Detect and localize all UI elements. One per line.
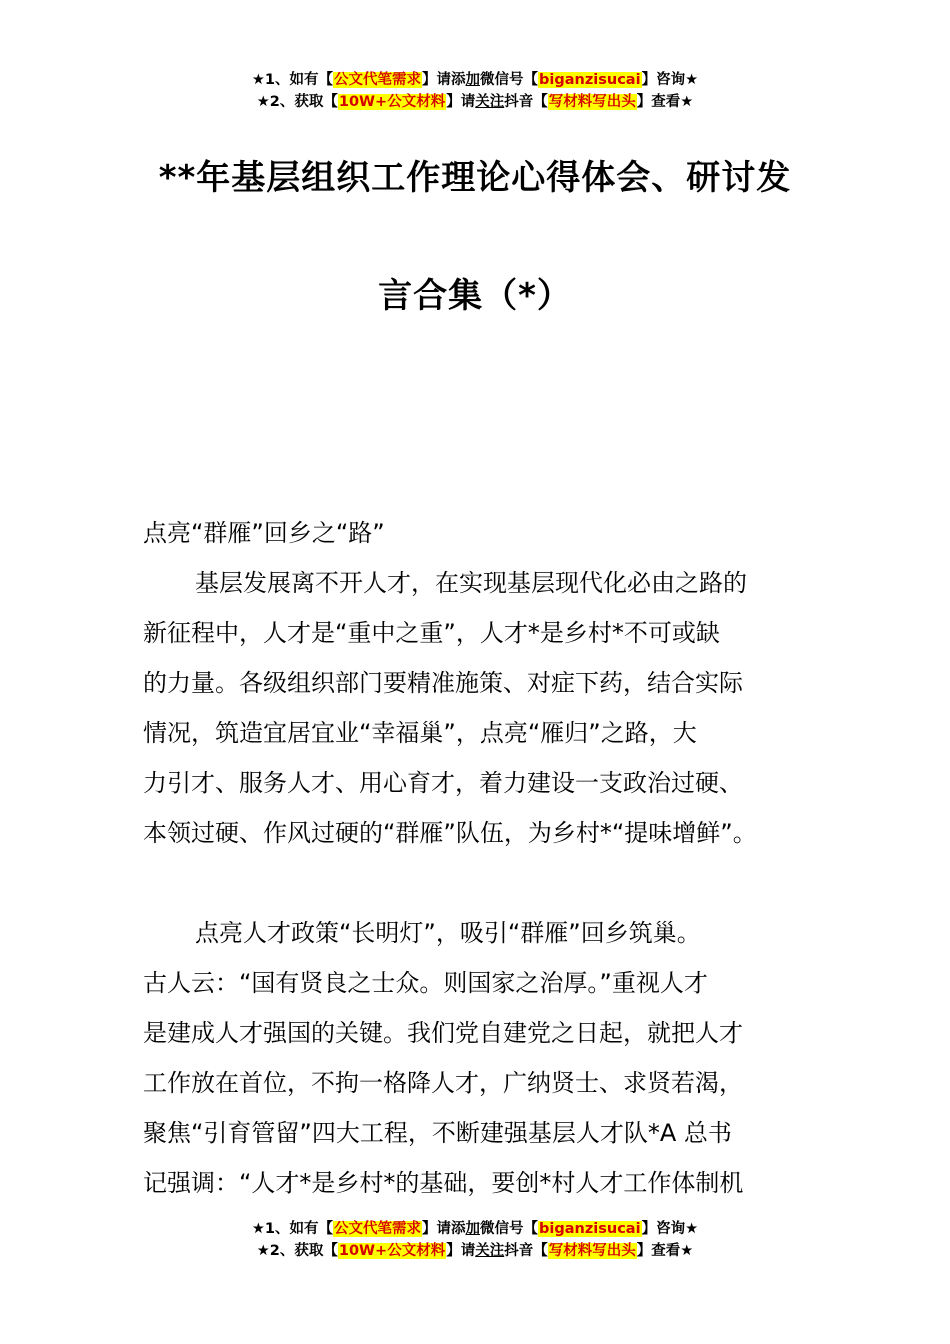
paragraph-line: 点亮人才政策“长明灯”，吸引“群雁”回乡筑巢。 [195,919,701,947]
banner-line-1: ★1、如有【公文代笔需求】请添加微信号【biganzisucai】咨询★ [251,72,699,88]
paragraph-line: 聚焦“引育管留”四大工程，不断建强基层人才队*A 总书 [143,1119,732,1147]
highlight-service: 公文代笔需求 [334,1221,422,1237]
paragraph-line: 力引才、服务人才、用心育才，着力建设一支政治过硬、 [143,769,743,797]
paragraph-line: 是建成人才强国的关键。我们党自建党之日起，就把人才 [143,1019,743,1047]
highlight-materials: 10W+公文材料 [338,94,446,110]
paragraph-line: 古人云：“国有贤良之士众。则国家之治厚。”重视人才 [143,969,708,997]
banner-line-2: ★2、获取【10W+公文材料】请关注抖音【写材料写出头】查看★ [256,1243,694,1259]
banner-line-1: ★1、如有【公文代笔需求】请添加微信号【biganzisucai】咨询★ [251,1221,699,1237]
paragraph-line: 基层发展离不开人才，在实现基层现代化必由之路的 [195,569,747,597]
document-body [143,508,823,1208]
highlight-wechat-id: biganzisucai [539,72,641,88]
highlight-douyin-account: 写材料写出头 [548,94,636,110]
page-title-line-2: 言合集（*） [378,276,572,316]
paragraph-line: 新征程中，人才是“重中之重”，人才*是乡村*不可或缺 [143,619,720,647]
highlight-wechat-id: biganzisucai [539,1221,641,1237]
highlight-materials: 10W+公文材料 [338,1243,446,1259]
paragraph-line: 工作放在首位，不拘一格降人才，广纳贤士、求贤若渴， [143,1069,743,1097]
paragraph-gap [143,858,823,908]
highlight-service: 公文代笔需求 [334,72,422,88]
paragraph-line: 的力量。各级组织部门要精准施策、对症下药，结合实际 [143,669,743,697]
footer-banner [0,1218,950,1262]
section-heading: 点亮“群雁”回乡之“路” [143,519,385,547]
paragraph-line: 记强调：“人才*是乡村*的基础，要创*村人才工作体制机 [143,1169,744,1197]
page-title-line-1: **年基层组织工作理论心得体会、研讨发 [158,158,792,198]
header-banner [0,69,950,113]
highlight-douyin-account: 写材料写出头 [548,1243,636,1259]
banner-line-2: ★2、获取【10W+公文材料】请关注抖音【写材料写出头】查看★ [256,94,694,110]
paragraph-line: 本领过硬、作风过硬的“群雁”队伍，为乡村*“提味增鲜”。 [143,819,757,847]
paragraph-line: 情况，筑造宜居宜业“幸福巢”，点亮“雁归”之路，大 [143,719,697,747]
